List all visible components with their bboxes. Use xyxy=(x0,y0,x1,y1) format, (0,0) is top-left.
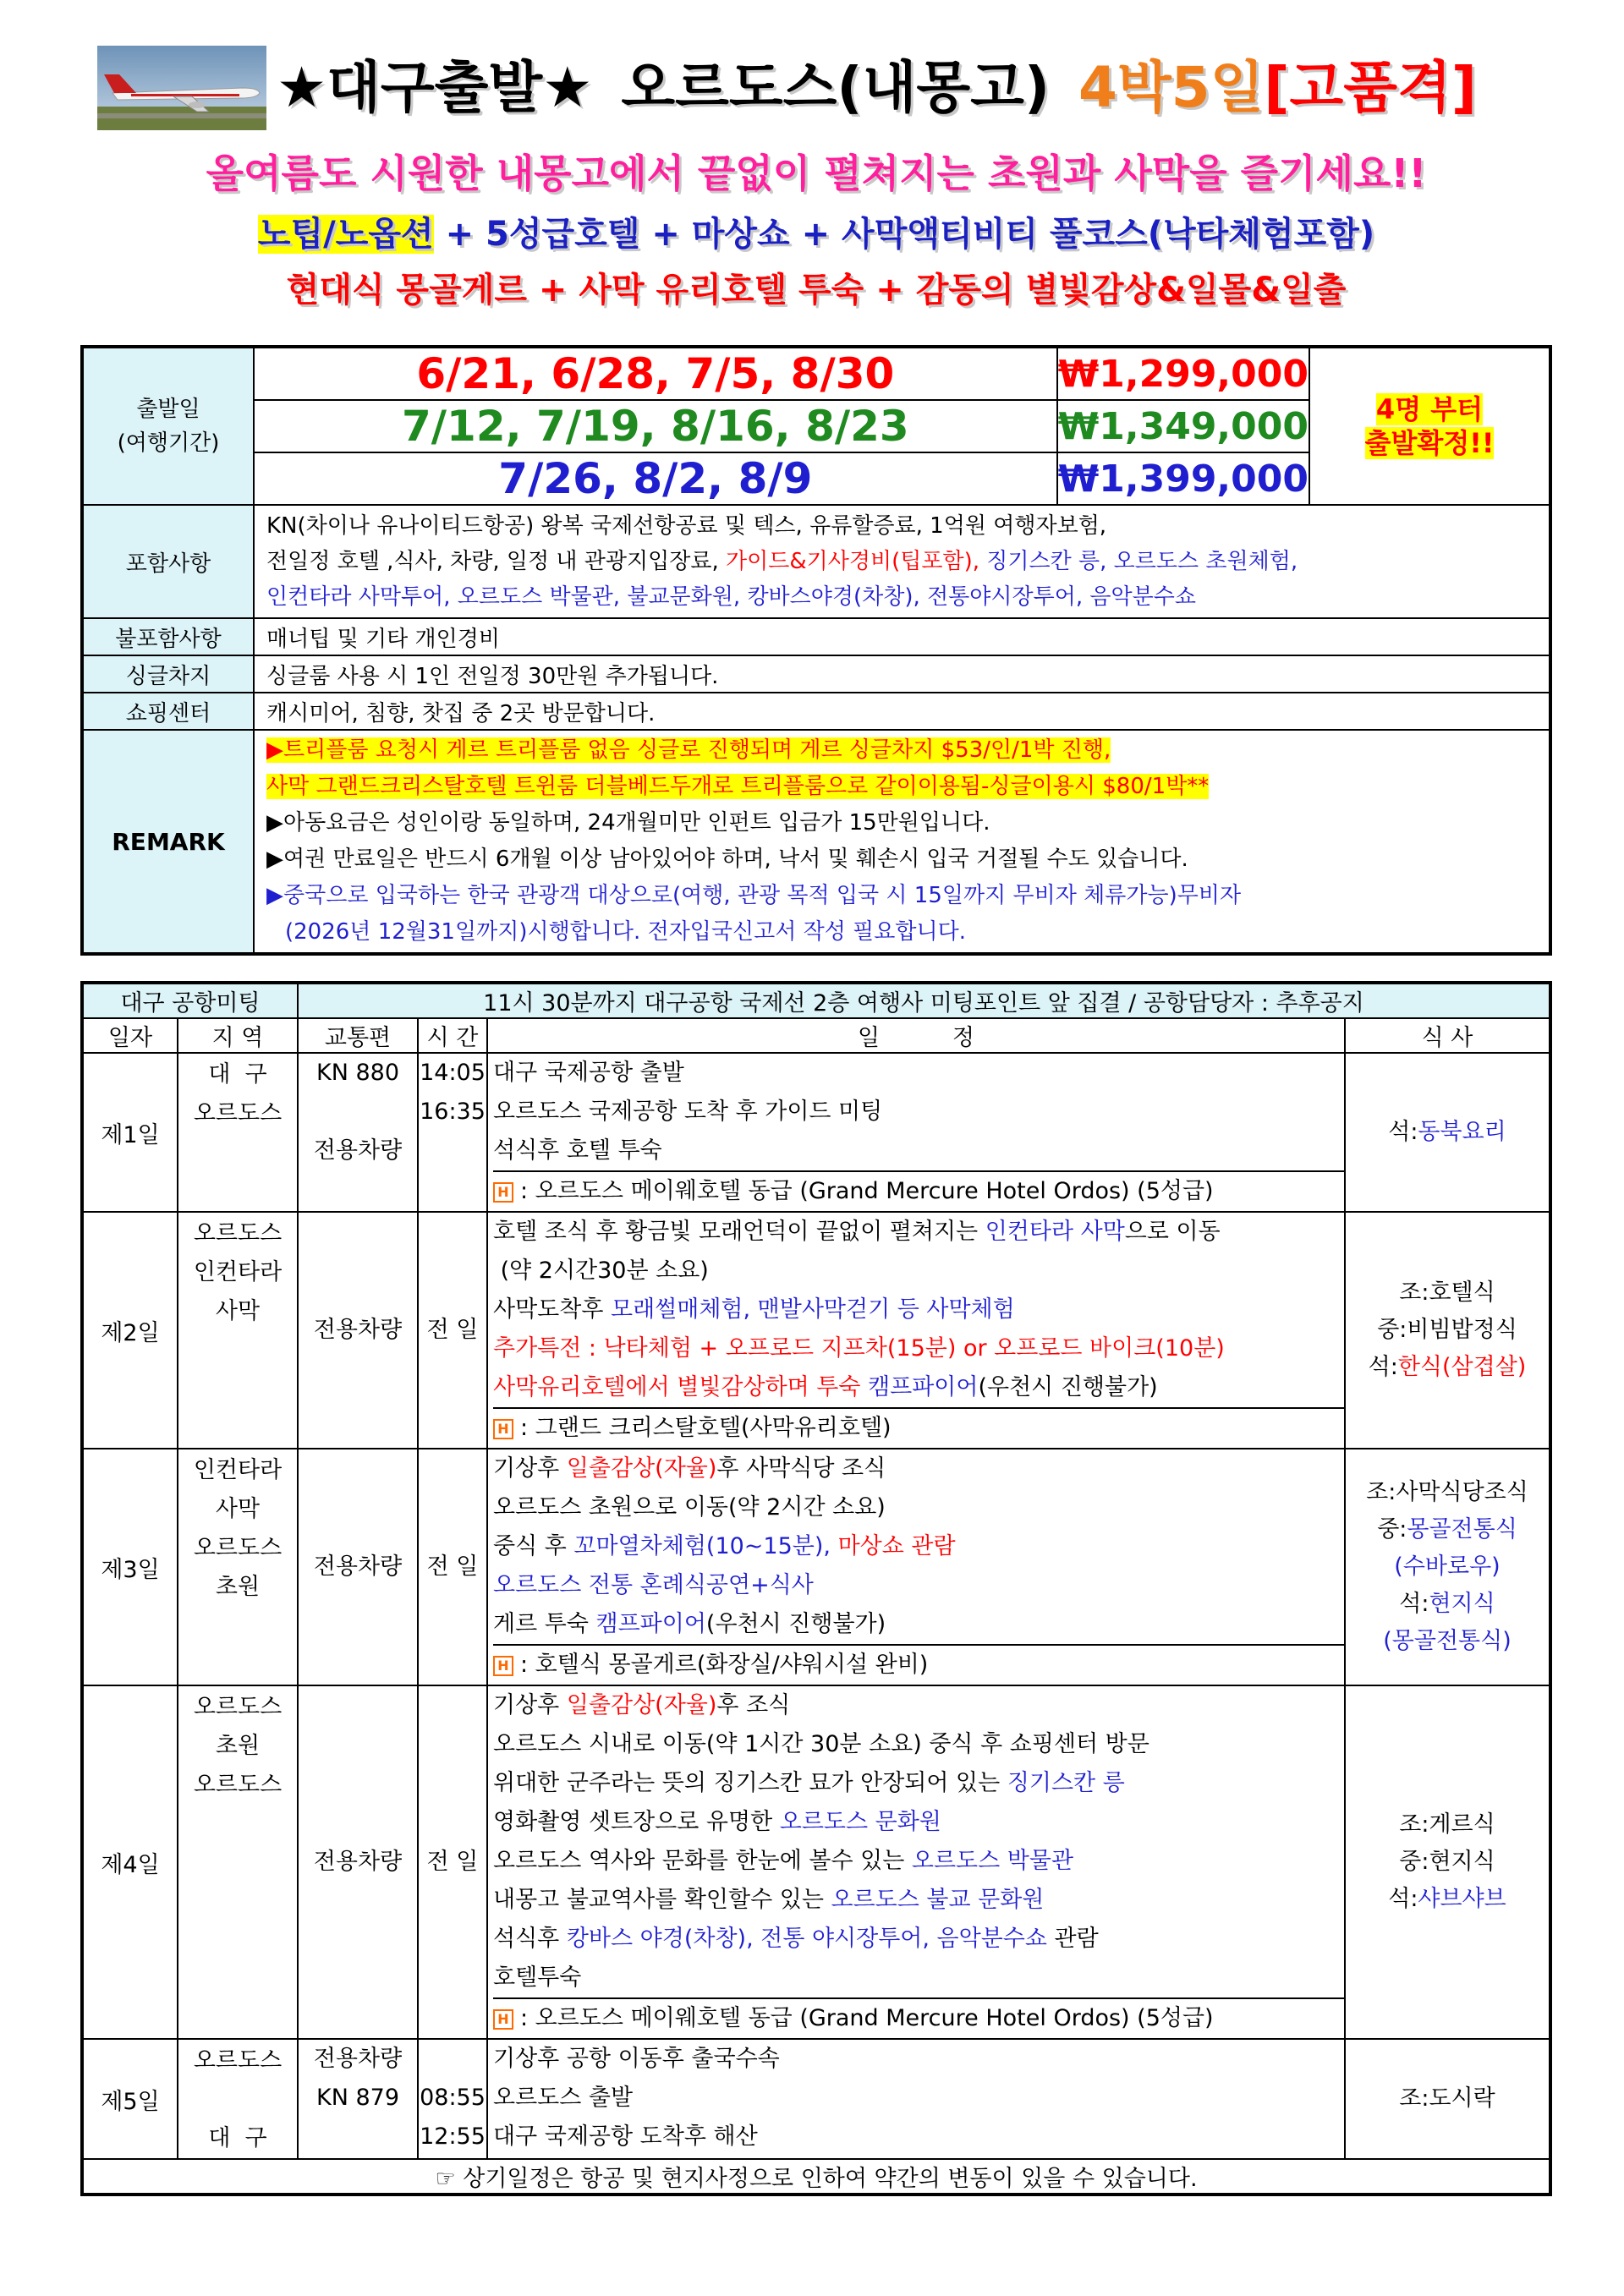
meal-line xyxy=(1346,1511,1549,1548)
included-label: 포함사항 xyxy=(82,505,254,618)
day-region xyxy=(178,1449,298,1685)
schedule-seg: 일출감상(자율) xyxy=(566,1692,717,1718)
day-schedule xyxy=(487,1053,1345,1212)
day-region xyxy=(178,2039,298,2159)
time-line: 12:55 xyxy=(420,2123,486,2150)
day-transport: 전용차량 xyxy=(298,1685,418,2039)
remark-line1: ▶트리플룸 요청시 게르 트리플룸 없음 싱글로 진행되며 게르 싱글차지 $53/인/1박 진행, xyxy=(266,737,1111,763)
region-line: 사막 xyxy=(215,1298,261,1324)
schedule-seg: 후 사막식당 조식 xyxy=(716,1455,886,1482)
title-grade: [고품격] xyxy=(1264,55,1477,120)
region-line: 오르도스 xyxy=(193,1100,283,1126)
meal-value: 현지식 xyxy=(1429,1591,1495,1617)
info-table xyxy=(80,345,1552,956)
included-row xyxy=(82,505,1550,618)
col-transport: 교통편 xyxy=(298,1018,418,1053)
schedule-line xyxy=(493,1842,1344,1881)
time-line: 16:35 xyxy=(420,1099,486,1125)
schedule-line: 석식후 호텔 투숙 xyxy=(493,1137,662,1164)
schedule-line: 추가특전 : 낙타체험 + 오프로드 지프차(15분) or 오프로드 바이크(10분) xyxy=(493,1335,1225,1362)
col-region: 지 역 xyxy=(178,1018,298,1053)
single-label: 싱글차지 xyxy=(82,655,254,693)
schedule-seg: 캉바스 야경(차창), 전통 야시장투어, 음악분수쇼 xyxy=(566,1926,1047,1952)
col-schedule: 일 정 xyxy=(487,1018,1345,1053)
schedule-seg: 중식 후 xyxy=(493,1533,574,1559)
schedule-line xyxy=(493,1290,1344,1329)
day-time xyxy=(418,1053,487,1212)
schedule-seg: 영화촬영 셋트장으로 유명한 xyxy=(493,1809,780,1835)
departure-dates: 7/26, 8/2, 8/9 xyxy=(254,452,1057,505)
transport-line: KN 879 xyxy=(315,2085,400,2111)
meal-line xyxy=(1346,1114,1549,1151)
shopping-content: 캐시미어, 침향, 찻집 중 2곳 방문합니다. xyxy=(254,693,1550,730)
meal-prefix: 석: xyxy=(1399,1591,1429,1617)
schedule-line: 호텔투숙 xyxy=(493,1964,582,1991)
meal-value: 한식(삼겹살) xyxy=(1397,1354,1527,1380)
region-line: 오르도스 xyxy=(193,1220,283,1247)
schedule-seg: 일출감상(자율) xyxy=(566,1455,717,1482)
region-line: 사막 xyxy=(215,1496,261,1522)
transport-line: KN 880 xyxy=(315,1060,400,1086)
schedule-line: 오르도스 전통 혼례식공연+식사 xyxy=(493,1572,814,1598)
excluded-row xyxy=(82,618,1550,655)
schedule-line xyxy=(493,1368,1344,1407)
day-schedule xyxy=(487,1685,1345,2039)
included-line3: 인컨타라 사막투어, 오르도스 박물관, 불교문화원, 캉바스야경(차창), 전통야시장투어, 음악분수쇼 xyxy=(266,584,1196,610)
meal-value: 몽골전통식 xyxy=(1407,1516,1517,1543)
remark-line6: (2026년 12월31일까지)시행합니다. 전자입국신고서 작성 필요합니다. xyxy=(285,919,966,945)
included-line2-c: 징기스칸 릉, 오르도스 초원체험, xyxy=(979,549,1298,574)
col-time: 시 간 xyxy=(418,1018,487,1053)
schedule-seg: 기상후 xyxy=(493,1692,567,1718)
meal-value: 동북요리 xyxy=(1418,1119,1506,1145)
schedule-seg: 으로 이동 xyxy=(1124,1219,1221,1245)
region-line: 오르도스 xyxy=(193,1772,283,1798)
meal-line xyxy=(1346,1349,1549,1386)
schedule-seg: (우천시 진행불가) xyxy=(978,1374,1158,1400)
time-line: 14:05 xyxy=(420,1060,486,1086)
day-time: 전 일 xyxy=(418,1212,487,1449)
region-line: 초원 xyxy=(215,1733,261,1759)
schedule-line: 대구 국제공항 도착후 해산 xyxy=(493,2123,758,2150)
excluded-content: 매너팁 및 기타 개인경비 xyxy=(254,618,1550,655)
schedule-line: 오르도스 초원으로 이동(약 2시간 소요) xyxy=(493,1494,886,1521)
schedule-line xyxy=(493,1803,1344,1842)
day-transport: 전용차량 xyxy=(298,1449,418,1685)
day-meal xyxy=(1345,1212,1550,1449)
day-label: 제5일 xyxy=(82,2039,178,2159)
day-transport xyxy=(298,2039,418,2159)
schedule-seg: 오르도스 문화원 xyxy=(779,1809,941,1835)
schedule-seg: 모래썰매체험, 맨발사막걷기 등 사막체험 xyxy=(611,1296,1015,1323)
day-label: 제4일 xyxy=(82,1685,178,2039)
schedule-seg: 오르도스 불교 문화원 xyxy=(831,1887,1045,1913)
subtitle-features-rest: + 5성급호텔 + 마상쇼 + 사막액티비티 풀코스(낙타체험포함) xyxy=(433,215,1375,254)
remark-content xyxy=(254,730,1550,954)
hotel-icon: H xyxy=(493,1656,513,1676)
footnote: ☞ 상기일정은 항공 및 현지사정으로 인하여 약간의 변동이 있을 수 있습니다. xyxy=(82,2159,1550,2195)
confirm-line1: 4명 부터 xyxy=(1375,393,1484,425)
meal-value: 샤브샤브 xyxy=(1418,1886,1506,1912)
schedule-seg: 꼬마열차체험(10~15분), xyxy=(573,1533,831,1559)
region-line: 인컨타라 xyxy=(193,1259,283,1285)
subtitle-features xyxy=(80,208,1552,260)
departure-confirm xyxy=(1309,347,1550,505)
schedule-seg: (우천시 진행불가) xyxy=(705,1611,886,1637)
meal-line: 조:사막식당조식 xyxy=(1366,1479,1528,1505)
day-time: 전 일 xyxy=(418,1685,487,2039)
schedule-seg: 인컨타라 사막 xyxy=(985,1219,1125,1245)
day-row xyxy=(82,1053,1550,1212)
shopping-row xyxy=(82,693,1550,730)
region-line: 오르도스 xyxy=(193,2047,283,2074)
meal-line: 조:게르식 xyxy=(1399,1811,1495,1838)
meal-line xyxy=(1346,1586,1549,1623)
meal-prefix: 중: xyxy=(1377,1516,1407,1543)
departure-label-line2: (여행기간) xyxy=(117,430,220,456)
schedule-seg: 오르도스 역사와 문화를 한눈에 볼수 있는 xyxy=(493,1848,912,1874)
transport-line: 전용차량 xyxy=(313,1137,403,1164)
departure-price: ₩1,349,000 xyxy=(1057,400,1309,452)
excluded-label: 불포함사항 xyxy=(82,618,254,655)
col-meal: 식 사 xyxy=(1345,1018,1550,1053)
single-content: 싱글룸 사용 시 1인 전일정 30만원 추가됩니다. xyxy=(254,655,1550,693)
schedule-line xyxy=(493,1686,1344,1725)
day-region xyxy=(178,1685,298,2039)
schedule-seg: 마상쇼 관람 xyxy=(830,1533,956,1559)
schedule-seg: 게르 투숙 xyxy=(493,1611,596,1637)
meal-prefix: 석: xyxy=(1368,1354,1398,1380)
remark-line4: ▶여권 만료일은 반드시 6개월 이상 남아있어야 하며, 낙서 및 훼손시 입국 거절될 수도 있습니다. xyxy=(266,847,1188,872)
schedule-line: 대구 국제공항 출발 xyxy=(493,1060,684,1086)
shopping-label: 쇼핑센터 xyxy=(82,693,254,730)
itinerary-table xyxy=(80,981,1552,2196)
schedule-line xyxy=(493,1881,1344,1920)
hotel-name: : 오르도스 메이웨호텔 동급 (Grand Mercure Hotel Ordos) (5성급) xyxy=(520,2005,1214,2031)
day-row xyxy=(82,1685,1550,2039)
meeting-text: 11시 30분까지 대구공항 국제선 2층 여행사 미팅포인트 앞 집결 / 공항담당자 : 추후공지 xyxy=(298,983,1550,1018)
schedule-line xyxy=(493,1605,1344,1644)
footnote-row xyxy=(82,2159,1550,2195)
schedule-line: 오르도스 국제공항 도착 후 가이드 미팅 xyxy=(493,1099,883,1125)
schedule-line xyxy=(493,1920,1344,1959)
hotel-name: : 오르도스 메이웨호텔 동급 (Grand Mercure Hotel Ordos) (5성급) xyxy=(520,1178,1214,1204)
schedule-seg: 호텔 조식 후 황금빛 모래언덕이 끝없이 펼쳐지는 xyxy=(493,1219,985,1245)
confirm-line2: 출발확정!! xyxy=(1364,427,1495,459)
included-line2-b: 가이드&기사경비(팁포함), xyxy=(726,549,979,574)
meal-line: 조:호텔식 xyxy=(1399,1280,1495,1306)
departure-dates: 6/21, 6/28, 7/5, 8/30 xyxy=(254,347,1057,400)
schedule-seg: 사막유리호텔에서 별빛감상하며 투숙 xyxy=(493,1374,869,1400)
schedule-seg: 징기스칸 릉 xyxy=(1007,1770,1125,1796)
schedule-line xyxy=(493,1527,1344,1566)
transport-line: 전용차량 xyxy=(313,2046,403,2072)
remark-label: REMARK xyxy=(82,730,254,954)
day-meal xyxy=(1345,1449,1550,1685)
title-duration: 4박5일 xyxy=(1078,55,1265,120)
airplane-image xyxy=(97,46,266,130)
day-region xyxy=(178,1212,298,1449)
schedule-line xyxy=(493,1449,1344,1488)
subtitle-notip: 노팁/노옵션 xyxy=(257,215,434,254)
departure-price: ₩1,399,000 xyxy=(1057,452,1309,505)
hotel-line xyxy=(493,1997,1344,2038)
meal-line: (수바로우) xyxy=(1394,1553,1501,1580)
departure-label-line1: 출발일 xyxy=(136,397,200,422)
day-label: 제1일 xyxy=(82,1053,178,1212)
remark-line5: ▶중국으로 입국하는 한국 관광객 대상으로(여행, 관광 목적 입국 시 15일까지 무비자 체류가능)무비자 xyxy=(266,883,1242,908)
schedule-seg: 내몽고 불교역사를 확인할수 있는 xyxy=(493,1887,831,1913)
meal-prefix: 석: xyxy=(1388,1119,1418,1145)
day-row xyxy=(82,1212,1550,1449)
col-day: 일자 xyxy=(82,1018,178,1053)
departure-price: ₩1,299,000 xyxy=(1057,347,1309,400)
day-schedule xyxy=(487,1212,1345,1449)
region-line: 인컨타라 xyxy=(193,1457,283,1483)
meal-line: 중:비빔밥정식 xyxy=(1377,1317,1517,1343)
schedule-seg: 석식후 xyxy=(493,1926,567,1952)
date-row xyxy=(82,347,1550,400)
subtitle-accommodation: 현대식 몽골게르 + 사막 유리호텔 투숙 + 감동의 별빛감상&일몰&일출 xyxy=(286,271,1347,310)
column-header-row xyxy=(82,1018,1550,1053)
meeting-label: 대구 공항미팅 xyxy=(82,983,298,1018)
region-line: 초원 xyxy=(215,1574,261,1600)
tour-flyer xyxy=(80,42,1552,2192)
single-row xyxy=(82,655,1550,693)
remark-line2: 사막 그랜드크리스탈호텔 트윈룸 더블베드두개로 트리플룸으로 같이이용됨-싱글이용시 $80/1박** xyxy=(266,774,1210,799)
schedule-seg: 오르도스 박물관 xyxy=(911,1848,1074,1874)
hotel-line xyxy=(493,1407,1344,1448)
included-line2-a: 전일정 호텔 ,식사, 차량, 일정 내 관광지입장료, xyxy=(266,549,726,574)
hotel-icon: H xyxy=(493,1182,513,1203)
included-content xyxy=(254,505,1550,618)
schedule-line: 오르도스 출발 xyxy=(493,2085,634,2111)
header-title-row xyxy=(80,42,1552,137)
schedule-seg: 기상후 xyxy=(493,1455,567,1482)
hotel-icon: H xyxy=(493,1419,513,1439)
day-transport xyxy=(298,1053,418,1212)
meal-line xyxy=(1346,1881,1549,1918)
day-schedule xyxy=(487,2039,1345,2159)
day-meal xyxy=(1345,1685,1550,2039)
region-line: 오르도스 xyxy=(193,1535,283,1561)
day-label: 제3일 xyxy=(82,1449,178,1685)
remark-line3: ▶아동요금은 성인이랑 동일하며, 24개월미만 인펀트 입금가 15만원입니다. xyxy=(266,810,990,836)
meal-line: (몽골전통식) xyxy=(1383,1628,1512,1654)
time-line: 08:55 xyxy=(420,2085,486,2111)
day-label: 제2일 xyxy=(82,1212,178,1449)
schedule-seg: 캠프파이어 xyxy=(595,1611,706,1637)
hotel-line xyxy=(493,1644,1344,1685)
departure-dates: 7/12, 7/19, 8/16, 8/23 xyxy=(254,400,1057,452)
title-prefix: ★대구출발★ xyxy=(277,55,593,120)
schedule-seg: 캠프파이어 xyxy=(868,1374,979,1400)
region-line: 대 구 xyxy=(208,1061,267,1088)
region-line: 대 구 xyxy=(208,2125,267,2151)
schedule-seg: 위대한 군주라는 뜻의 징기스칸 묘가 안장되어 있는 xyxy=(493,1770,1007,1796)
day-meal xyxy=(1345,1053,1550,1212)
departure-label xyxy=(82,347,254,505)
included-line1: KN(차이나 유나이티드항공) 왕복 국제선항공료 및 텍스, 유류할증료, 1억원 여행자보험, xyxy=(266,513,1107,539)
day-time: 전 일 xyxy=(418,1449,487,1685)
day-row xyxy=(82,1449,1550,1685)
region-line: 오르도스 xyxy=(193,1694,283,1720)
day-region xyxy=(178,1053,298,1212)
meal-prefix: 석: xyxy=(1388,1886,1418,1912)
included-line2 xyxy=(266,544,1537,579)
schedule-seg: 관람 xyxy=(1046,1926,1099,1952)
meal-line: 중:현지식 xyxy=(1399,1849,1495,1875)
schedule-line: 오르도스 시내로 이동(약 1시간 30분 소요) 중식 후 쇼핑센터 방문 xyxy=(493,1731,1149,1757)
day-transport: 전용차량 xyxy=(298,1212,418,1449)
day-meal: 조:도시락 xyxy=(1345,2039,1550,2159)
schedule-line xyxy=(493,1764,1344,1803)
schedule-line: (약 2시간30분 소요) xyxy=(493,1258,709,1284)
day-row xyxy=(82,2039,1550,2159)
hotel-name: : 호텔식 몽골게르(화장실/샤워시설 완비) xyxy=(520,1652,929,1678)
remark-row xyxy=(82,730,1550,954)
page-title xyxy=(277,49,1477,127)
day-schedule xyxy=(487,1449,1345,1685)
schedule-seg: 후 조식 xyxy=(716,1692,791,1718)
schedule-line xyxy=(493,1213,1344,1252)
hotel-line xyxy=(493,1170,1344,1211)
title-destination: 오르도스(내몽고) xyxy=(621,55,1050,120)
subtitle-summer: 올여름도 시원한 내몽고에서 끝없이 펼쳐지는 초원과 사막을 즐기세요!! xyxy=(206,151,1427,196)
meeting-row xyxy=(82,983,1550,1018)
schedule-seg: 사막도착후 xyxy=(493,1296,611,1323)
day-time xyxy=(418,2039,487,2159)
schedule-line: 기상후 공항 이동후 출국수속 xyxy=(493,2046,780,2072)
hotel-icon: H xyxy=(493,2009,513,2030)
hotel-name: : 그랜드 크리스탈호텔(사막유리호텔) xyxy=(520,1415,892,1441)
